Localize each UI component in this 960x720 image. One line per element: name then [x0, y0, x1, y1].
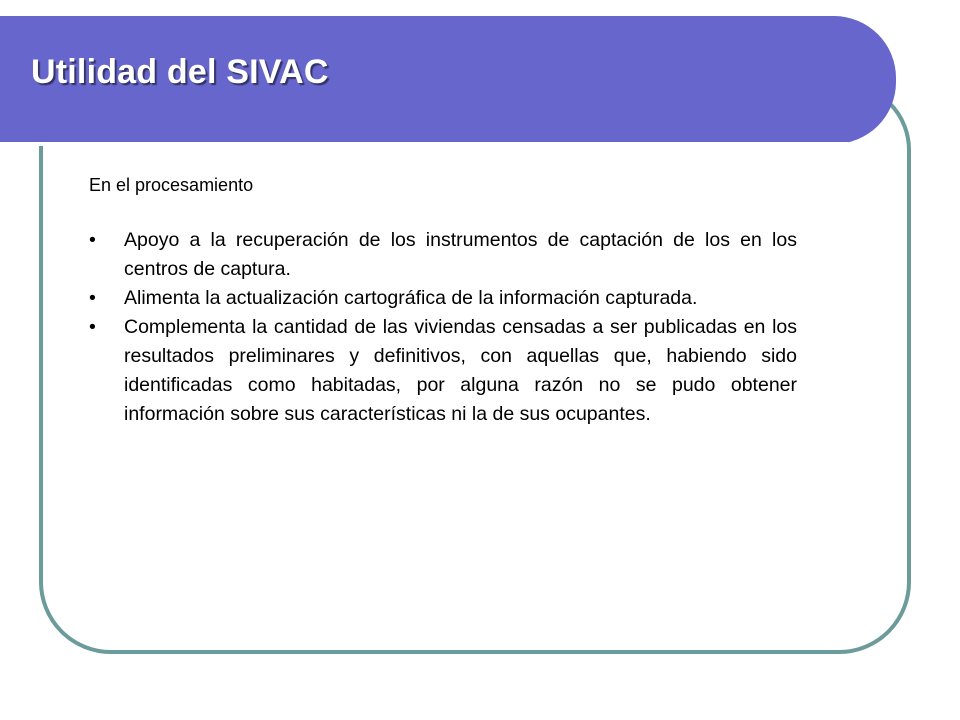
bullet-item — [89, 284, 797, 313]
bullet-text: Alimenta la actualización cartográfica de la información capturada. — [124, 287, 698, 309]
section-subtitle: En el procesamiento — [89, 175, 254, 195]
bullet-marker: • — [89, 287, 96, 309]
bullet-text: Apoyo a la recuperación de los instrumentos de captación de los en los centros de captura. — [124, 229, 797, 280]
bullet-marker: • — [89, 316, 96, 338]
bullet-list — [89, 226, 797, 429]
bullet-item — [89, 313, 797, 429]
bullet-text: Complementa la cantidad de las viviendas censadas a ser publicadas en los resultados preliminares y definitivos, con aquellas que, habiendo sido identificadas como habitadas, por alguna razón no se pudo obtener información sobre sus características ni la de sus ocupantes. — [124, 316, 797, 425]
slide-body — [89, 172, 797, 429]
bullet-marker: • — [89, 229, 96, 251]
title-underline — [0, 142, 848, 146]
bullet-item — [89, 226, 797, 284]
slide-title: Utilidad del SIVAC — [31, 53, 329, 91]
